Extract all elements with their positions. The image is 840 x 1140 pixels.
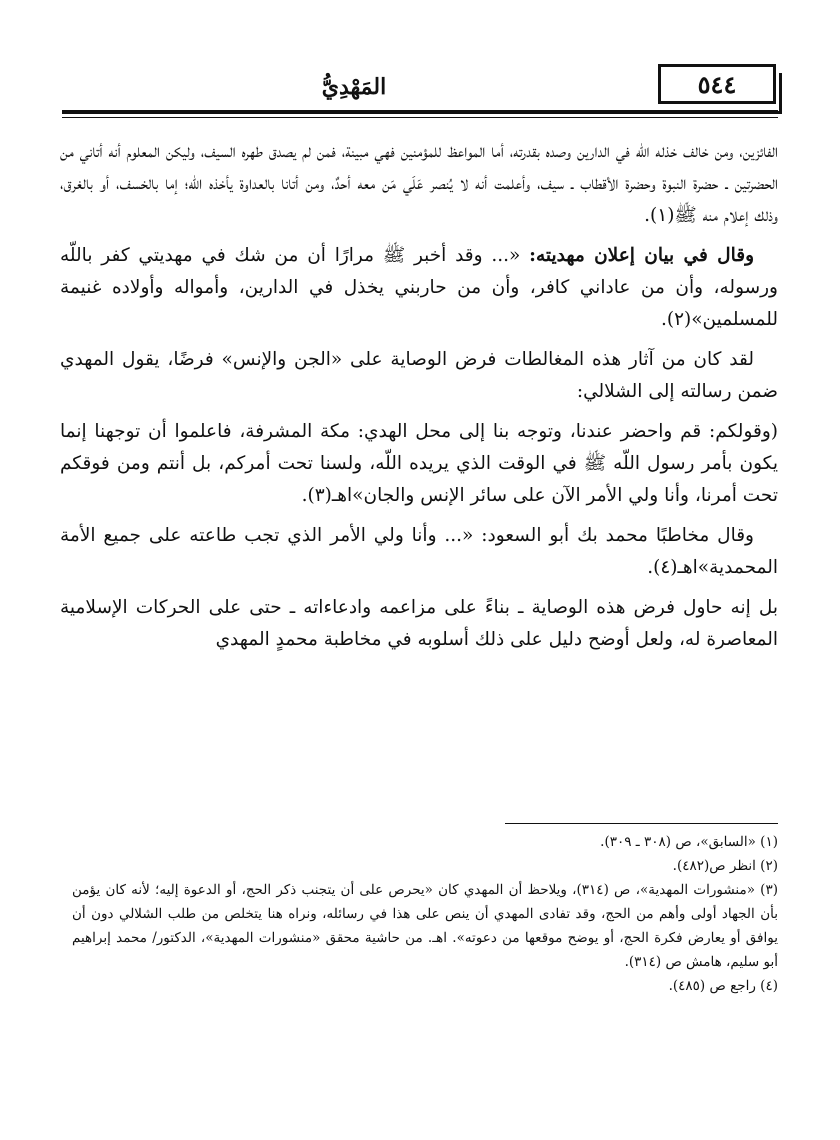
paragraph-2 [60, 240, 778, 336]
footnote-4: (٤) راجع ص (٤٨٥). [668, 978, 778, 994]
running-title: المَهْدِيُّ [321, 74, 387, 100]
footnote-separator [505, 823, 778, 824]
paragraph-2-lead: وقال في بيان إعلان مهديته: [529, 245, 755, 266]
paragraph-6: بل إنه حاول فرض هذه الوصاية ـ بناءً على مزاعمه وادعاءاته ـ حتى على الحركات الإسلامية المعاصرة له، ولعل أوضح دليل على ذلك أسلوبه في مخاطبة محمدٍ المهدي [60, 597, 778, 650]
footnote-2: (٢) انظر ص(٤٨٢). [672, 858, 778, 874]
paragraph-5: وقال مخاطبًا محمد بك أبو السعود: «... وأنا ولي الأمر الذي تجب طاعته على جميع الأمة المحمدية»اهـ(٤). [60, 525, 778, 578]
paragraph-2-quote: «... وقد أخبر ﷺ مرارًا أن من شك في مهديتي كفر باللّه ورسوله، وأن من عاداني كافر، وأن من حاربني يخذل في الدارين، وأمواله وأولاده غنيمة للمسلمين»(٢). [60, 245, 778, 330]
header-rule-thick [62, 110, 778, 114]
paragraph-1: الفائزين، ومن خالف خذله اللّه في الدارين وصده بقدرته، أما المواعظ للمؤمنين فهي مبينة، فمن لم يصدق طهره السيف، وليكن المعلوم أنه أتاني من الحضرتين ـ حضرة النبوة وحضرة الأقطاب ـ سيف، وأعلمت أنه لا يُنصر عَلَي مَن معه أحدٌ، ومن أتانا بالعداوة يأخذه اللّه؛ إما بالخسف، أو بالغرق، وذلك إعلام منه ﷺ(١). [60, 141, 778, 226]
paragraph-4: (وقولكم: قم واحضر عندنا، وتوجه بنا إلى محل الهدي: مكة المشرفة، فاعلموا أن توجهنا إنما يكون بأمر رسول اللّه ﷺ في الوقت الذي يريده اللّه، ولسنا تحت أمركم، بل أنتم ومن فوقكم تحت أمرنا، وأنا ولي الأمر الآن على سائر الإنس والجان»اهـ(٣). [60, 421, 778, 506]
paragraph-3: لقد كان من آثار هذه المغالطات فرض الوصاية على «الجن والإنس» فرضًا، يقول المهدي ضمن رسالته إلى الشلالي: [60, 349, 778, 402]
footnote-3: (٣) «منشورات المهدية»، ص (٣١٤)، ويلاحظ أن المهدي كان «يحرص على أن يتجنب ذكر الحج، أو الدعوة إليه؛ لأنه كان يؤمن بأن الجهاد أولى وأهم من الحج، وقد تفادى المهدي أن ينص على هذا في رسائله، ونراه هنا يتخلص من طلب الشلالي دون أن يوافق أو يعارض فكرة الحج، أو يوضح موقعها من دعوته». اهـ. من حاشية محقق «منشورات المهدية»، الدكتور/ محمد إبراهيم أبو سليم، هامش ص (٣١٤). [72, 882, 778, 970]
page-number: ٥٤٤ [658, 64, 776, 104]
main-text [60, 136, 778, 664]
page-header [62, 60, 776, 108]
header-rule-thin [62, 117, 778, 118]
footnotes [72, 830, 778, 998]
footnote-1: (١) «السابق»، ص (٣٠٨ ـ ٣٠٩). [600, 834, 778, 850]
